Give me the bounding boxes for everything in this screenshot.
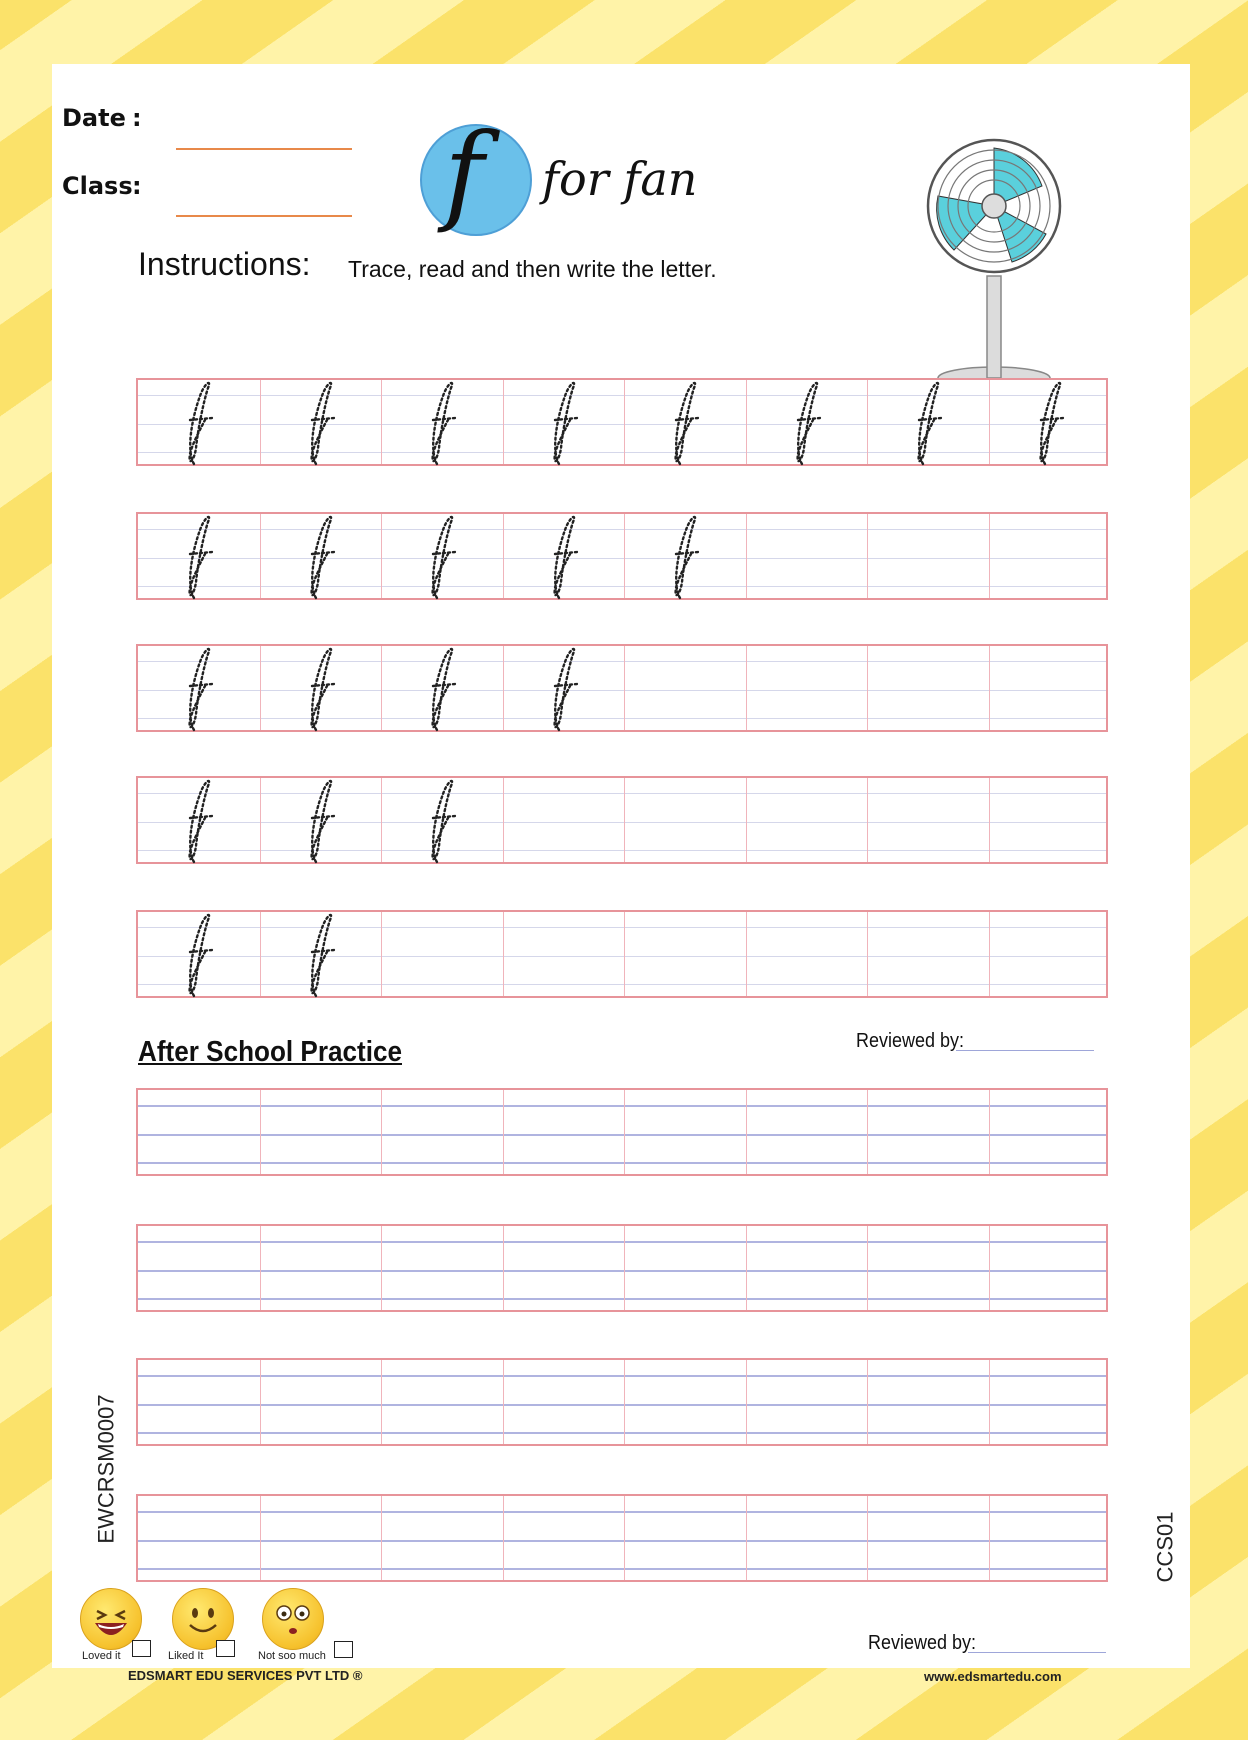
word-for-fan: for fan	[542, 152, 698, 206]
practice-row-2[interactable]	[136, 1224, 1108, 1312]
trace-row-4[interactable]	[136, 776, 1108, 864]
trace-letter-f	[415, 512, 475, 600]
class-colon: :	[132, 172, 142, 200]
cell-divider	[260, 380, 261, 464]
cell-divider	[746, 1360, 747, 1444]
guide-line	[138, 1375, 1106, 1377]
trace-letter-f	[415, 776, 475, 864]
trace-letter-f	[658, 378, 718, 466]
cell-divider	[260, 1496, 261, 1580]
cell-divider	[867, 514, 868, 598]
cell-divider	[381, 1360, 382, 1444]
cell-divider	[381, 380, 382, 464]
guide-line	[138, 1404, 1106, 1406]
cell-divider	[867, 646, 868, 730]
cell-divider	[503, 778, 504, 862]
guide-line	[138, 1241, 1106, 1243]
guide-line	[138, 586, 1106, 587]
trace-row-3[interactable]	[136, 644, 1108, 732]
guide-line	[138, 1540, 1106, 1542]
worksheet-page	[52, 64, 1190, 1684]
guide-line	[138, 927, 1106, 928]
cell-divider	[381, 646, 382, 730]
trace-letter-f	[537, 378, 597, 466]
instructions-text: Trace, read and then write the letter.	[348, 256, 717, 282]
guide-line	[138, 1568, 1106, 1570]
guide-line	[138, 793, 1106, 794]
cell-divider	[381, 1496, 382, 1580]
cell-divider	[867, 912, 868, 996]
cell-divider	[381, 1226, 382, 1310]
trace-letter-f	[172, 512, 232, 600]
cell-divider	[624, 1496, 625, 1580]
after-school-heading: After School Practice	[138, 1036, 402, 1068]
guide-line	[138, 1134, 1106, 1136]
guide-line	[138, 956, 1106, 957]
guide-line	[138, 1105, 1106, 1107]
cell-divider	[746, 1496, 747, 1580]
feedback-loved-label: Loved it	[82, 1650, 121, 1662]
cell-divider	[503, 912, 504, 996]
cell-divider	[624, 514, 625, 598]
cell-divider	[867, 778, 868, 862]
cell-divider	[260, 1226, 261, 1310]
guide-line	[138, 1270, 1106, 1272]
guide-line	[138, 1298, 1106, 1300]
guide-line	[138, 529, 1106, 530]
trace-letter-f	[294, 910, 354, 998]
trace-letter-f	[1023, 378, 1083, 466]
cell-divider	[746, 912, 747, 996]
guide-line	[138, 661, 1106, 662]
trace-row-1[interactable]	[136, 378, 1108, 466]
guide-line	[138, 1432, 1106, 1434]
cell-divider	[260, 1090, 261, 1174]
trace-letter-f	[415, 644, 475, 732]
reviewed-by-bottom-field[interactable]	[968, 1652, 1106, 1653]
cell-divider	[381, 778, 382, 862]
instructions-title: Instructions:	[138, 246, 311, 282]
class-field[interactable]	[176, 215, 352, 217]
trace-letter-f	[172, 776, 232, 864]
cell-divider	[624, 1090, 625, 1174]
guide-line	[138, 718, 1106, 719]
guide-line	[138, 1162, 1106, 1164]
cell-divider	[260, 778, 261, 862]
date-label: Date	[62, 104, 126, 132]
cell-divider	[989, 1360, 990, 1444]
trace-letter-f	[537, 644, 597, 732]
guide-line	[138, 822, 1106, 823]
cell-divider	[746, 380, 747, 464]
practice-row-1[interactable]	[136, 1088, 1108, 1176]
cell-divider	[989, 514, 990, 598]
trace-letter-f	[172, 378, 232, 466]
letter-f: f	[444, 111, 484, 236]
trace-letter-f	[415, 378, 475, 466]
cell-divider	[624, 380, 625, 464]
feedback-notmuch-label: Not soo much	[258, 1650, 326, 1662]
cell-divider	[989, 1090, 990, 1174]
cell-divider	[503, 1226, 504, 1310]
feedback-loved-checkbox[interactable]	[132, 1640, 151, 1657]
trace-row-2[interactable]	[136, 512, 1108, 600]
left-code: EWCRSM0007	[93, 1394, 119, 1544]
cell-divider	[503, 1360, 504, 1444]
fan-icon	[914, 126, 1074, 396]
cell-divider	[989, 380, 990, 464]
cell-divider	[260, 514, 261, 598]
trace-letter-f	[294, 644, 354, 732]
trace-letter-f	[780, 378, 840, 466]
cell-divider	[746, 1226, 747, 1310]
right-code: CCS01	[1152, 1511, 1178, 1583]
cell-divider	[989, 1496, 990, 1580]
cell-divider	[381, 912, 382, 996]
unsure-face-icon	[262, 1588, 324, 1650]
cell-divider	[867, 1090, 868, 1174]
cell-divider	[746, 514, 747, 598]
cell-divider	[867, 1360, 868, 1444]
trace-letter-f	[294, 378, 354, 466]
feedback-liked-checkbox[interactable]	[216, 1640, 235, 1657]
cell-divider	[503, 646, 504, 730]
cell-divider	[381, 514, 382, 598]
reviewed-by-bottom-label: Reviewed by:	[868, 1632, 977, 1654]
cell-divider	[503, 514, 504, 598]
cell-divider	[624, 1360, 625, 1444]
date-field[interactable]	[176, 148, 352, 150]
guide-line	[138, 984, 1106, 985]
cell-divider	[746, 1090, 747, 1174]
cell-divider	[867, 380, 868, 464]
practice-row-4[interactable]	[136, 1494, 1108, 1582]
cell-divider	[503, 380, 504, 464]
cell-divider	[989, 912, 990, 996]
cell-divider	[989, 646, 990, 730]
company-name: EDSMART EDU SERVICES PVT LTD ®	[128, 1668, 363, 1683]
reviewed-by-top-label: Reviewed by:	[856, 1030, 965, 1052]
cell-divider	[989, 1226, 990, 1310]
cell-divider	[746, 778, 747, 862]
trace-letter-f	[658, 512, 718, 600]
guide-line	[138, 1511, 1106, 1513]
trace-letter-f	[172, 910, 232, 998]
cell-divider	[381, 1090, 382, 1174]
guide-line	[138, 690, 1106, 691]
cell-divider	[260, 1360, 261, 1444]
cell-divider	[624, 1226, 625, 1310]
cell-divider	[624, 646, 625, 730]
trace-row-5[interactable]	[136, 910, 1108, 998]
cell-divider	[503, 1090, 504, 1174]
practice-row-3[interactable]	[136, 1358, 1108, 1446]
guide-line	[138, 558, 1106, 559]
cell-divider	[867, 1496, 868, 1580]
guide-line	[138, 850, 1106, 851]
trace-letter-f	[901, 378, 961, 466]
trace-letter-f	[537, 512, 597, 600]
class-label: Class	[62, 172, 133, 200]
cell-divider	[624, 778, 625, 862]
feedback-liked-label: Liked It	[168, 1650, 204, 1662]
website-link[interactable]: www.edsmartedu.com	[924, 1669, 1062, 1684]
cell-divider	[260, 912, 261, 996]
reviewed-by-top-field[interactable]	[956, 1050, 1094, 1051]
cell-divider	[624, 912, 625, 996]
cell-divider	[867, 1226, 868, 1310]
trace-letter-f	[294, 512, 354, 600]
trace-letter-f	[294, 776, 354, 864]
cell-divider	[989, 778, 990, 862]
cell-divider	[260, 646, 261, 730]
cell-divider	[746, 646, 747, 730]
cell-divider	[503, 1496, 504, 1580]
date-colon: :	[132, 104, 142, 132]
trace-letter-f	[172, 644, 232, 732]
feedback-notmuch-checkbox[interactable]	[334, 1641, 353, 1658]
